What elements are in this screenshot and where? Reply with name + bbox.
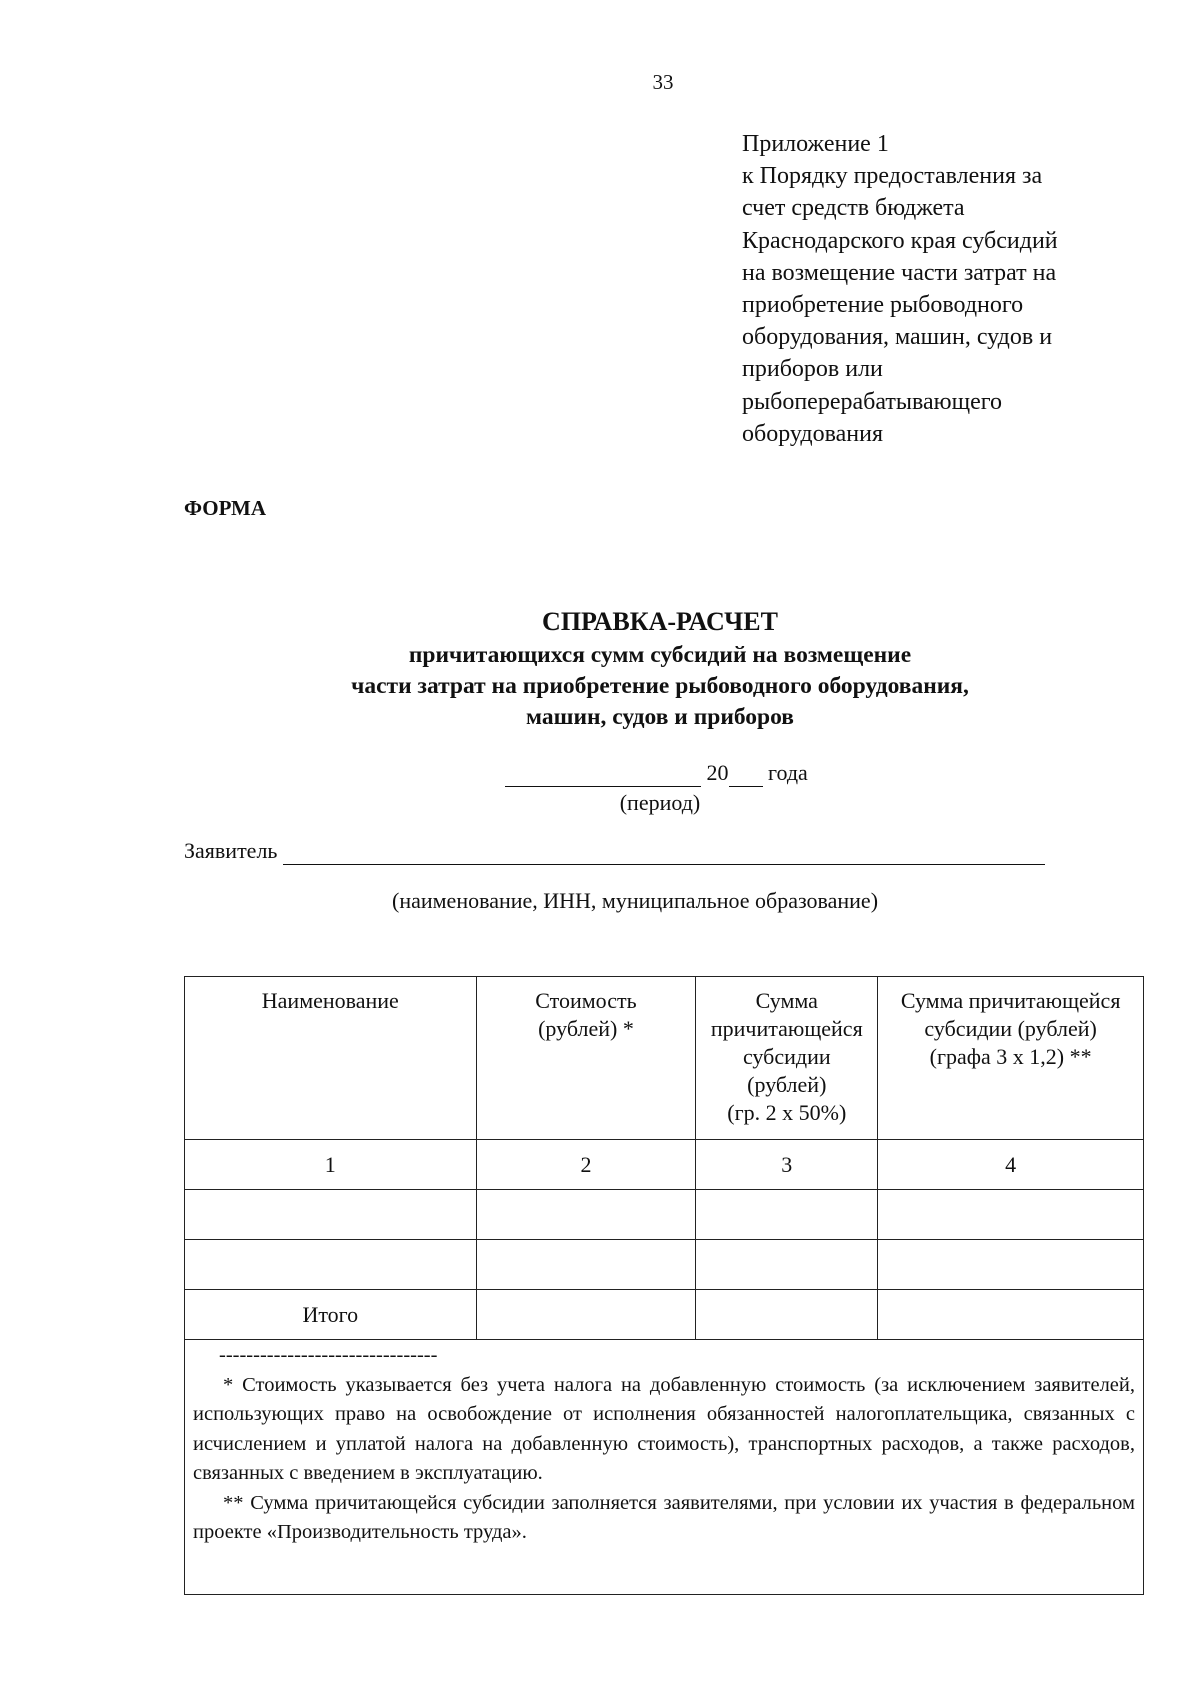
total-row bbox=[185, 1290, 1144, 1340]
table-cell[interactable] bbox=[878, 1240, 1144, 1290]
table-cell[interactable] bbox=[878, 1290, 1144, 1340]
header-line: (гр. 2 х 50%) bbox=[727, 1100, 847, 1125]
subsidy-table bbox=[184, 976, 1144, 1340]
title-main: СПРАВКА-РАСЧЕТ bbox=[542, 607, 778, 636]
appendix-line: счет средств бюджета bbox=[742, 195, 965, 222]
appendix-line: к Порядку предоставления за bbox=[742, 163, 1043, 190]
applicant-label: Заявитель bbox=[184, 838, 278, 863]
table-cell[interactable] bbox=[185, 1190, 477, 1240]
appendix-line: на возмещение части затрат на bbox=[742, 259, 1057, 286]
header-line: Стоимость bbox=[535, 988, 637, 1013]
table-cell[interactable] bbox=[476, 1290, 696, 1340]
title-line: части затрат на приобретение рыбоводного оборудования, bbox=[351, 673, 969, 699]
period-blank[interactable] bbox=[505, 760, 701, 787]
table-cell[interactable] bbox=[476, 1240, 696, 1290]
table-cell[interactable] bbox=[476, 1190, 696, 1240]
header-line: Наименование bbox=[261, 988, 399, 1013]
header-line: (графа 3 х 1,2) ** bbox=[929, 1044, 1092, 1069]
header-line: (рублей) * bbox=[538, 1016, 634, 1041]
table-cell[interactable] bbox=[696, 1190, 878, 1240]
appendix-line: рыбоперерабатывающего bbox=[742, 388, 1002, 415]
column-number: 2 bbox=[476, 1140, 696, 1190]
appendix-block bbox=[742, 128, 1162, 450]
header-line: субсидии (рублей) bbox=[924, 1016, 1097, 1041]
year-blank[interactable] bbox=[729, 760, 763, 787]
header-line: Сумма причитающейся bbox=[900, 988, 1121, 1013]
footnotes-box bbox=[184, 1339, 1144, 1595]
total-label: Итого bbox=[185, 1290, 477, 1340]
applicant-caption: (наименование, ИНН, муниципальное образование) bbox=[392, 888, 879, 913]
appendix-line: Приложение 1 bbox=[742, 131, 889, 157]
applicant-blank[interactable] bbox=[283, 838, 1045, 865]
header-cost bbox=[476, 977, 696, 1140]
header-line: субсидии bbox=[742, 1044, 831, 1069]
column-number: 1 bbox=[185, 1140, 477, 1190]
table-cell[interactable] bbox=[185, 1240, 477, 1290]
header-row bbox=[185, 977, 1144, 1140]
header-line: (рублей) bbox=[747, 1072, 827, 1097]
column-number-row bbox=[185, 1140, 1144, 1190]
title-line: причитающихся сумм субсидий на возмещение bbox=[408, 642, 912, 668]
header-line: причитающейся bbox=[710, 1016, 863, 1041]
appendix-line: оборудования, машин, судов и bbox=[742, 324, 1053, 351]
document-title bbox=[150, 604, 1170, 733]
appendix-line: Краснодарского края субсидий bbox=[742, 227, 1058, 254]
table-row bbox=[185, 1190, 1144, 1240]
appendix-line: приборов или bbox=[742, 356, 883, 383]
form-label: ФОРМА bbox=[184, 496, 267, 520]
table-cell[interactable] bbox=[696, 1240, 878, 1290]
header-subsidy-increased bbox=[878, 977, 1144, 1140]
title-line: машин, судов и приборов bbox=[526, 704, 794, 730]
period-caption: (период) bbox=[619, 790, 701, 815]
footnote-separator: -------------------------------- bbox=[219, 1344, 438, 1366]
year-suffix: года bbox=[768, 760, 808, 785]
footnote-2: ** Сумма причитающейся субсидии заполняется заявителями, при условии их участия в федеральном проекте «Производительность труда». bbox=[193, 1491, 1135, 1543]
table-row bbox=[185, 1240, 1144, 1290]
header-line: Сумма bbox=[755, 988, 818, 1013]
applicant-row bbox=[184, 838, 1045, 865]
table-cell[interactable] bbox=[878, 1190, 1144, 1240]
column-number: 3 bbox=[696, 1140, 878, 1190]
year-prefix: 20 bbox=[706, 760, 729, 785]
page-number: 33 bbox=[652, 70, 674, 94]
header-name bbox=[185, 977, 477, 1140]
column-number: 4 bbox=[878, 1140, 1144, 1190]
appendix-line: оборудования bbox=[742, 420, 883, 447]
footnote-1: * Стоимость указывается без учета налога на добавленную стоимость (за исключением заявителей, использующих право на освобождение от исполнения обязанностей налогоплательщика, связанных с исчислением и уплатой налога на добавленную стоимость), транспортных расходов, а также расходов, связанных с введением в эксплуатацию. bbox=[193, 1373, 1135, 1484]
appendix-line: приобретение рыбоводного bbox=[742, 292, 1024, 319]
table-cell[interactable] bbox=[696, 1290, 878, 1340]
period-row bbox=[505, 760, 808, 787]
header-subsidy bbox=[696, 977, 878, 1140]
